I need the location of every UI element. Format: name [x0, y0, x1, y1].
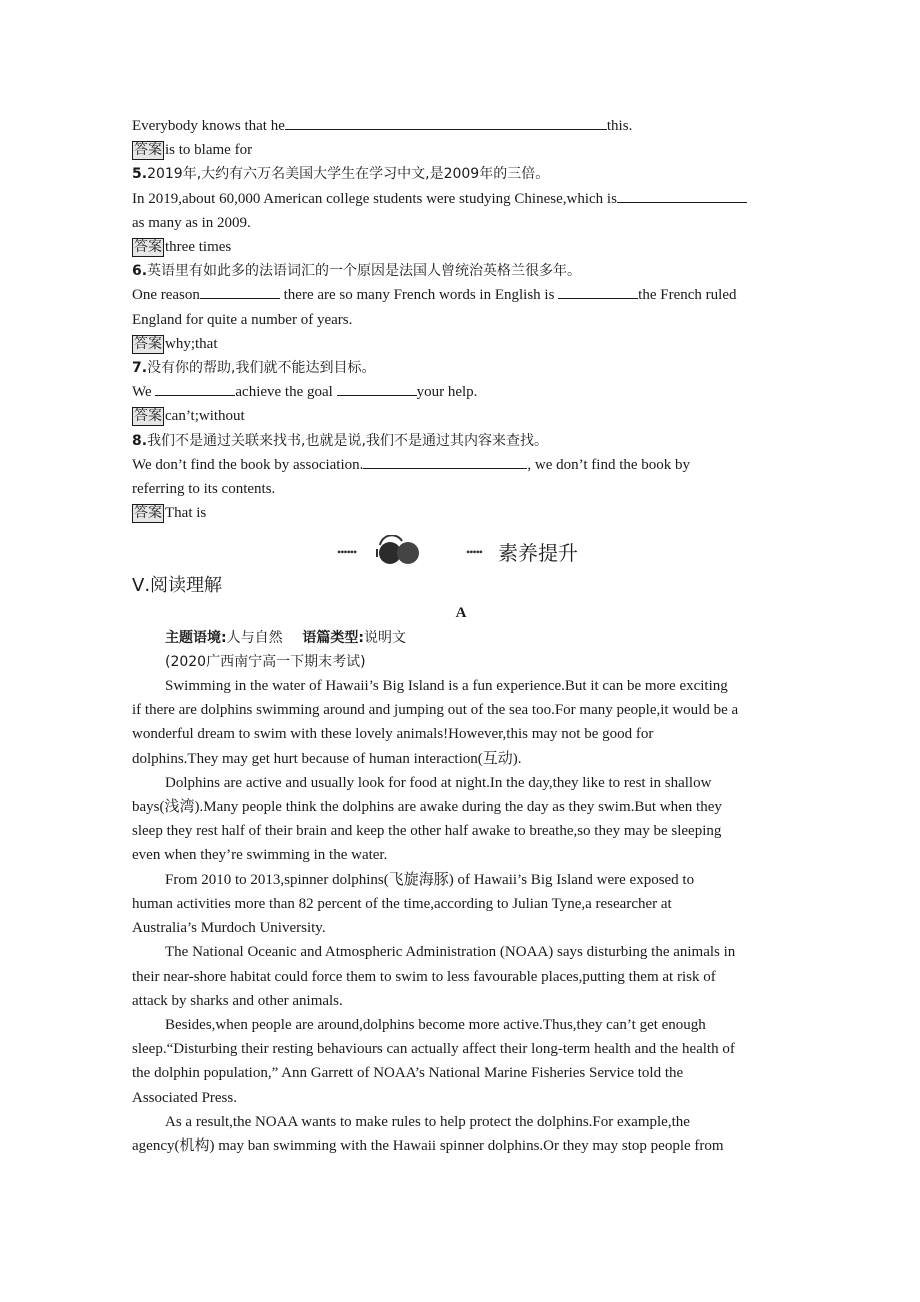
q5-answer: 答案 three times — [134, 239, 232, 256]
q6-answer: 答案 why;that — [134, 335, 218, 352]
passage-line: sleep they rest half of their brain and keep the other half awake to breathe,so they may be sleeping — [132, 823, 722, 840]
passage-line: Dolphins are active and usually look for food at night.In the day,they like to rest in shallow — [165, 774, 712, 791]
passage-line: Australia’s Murdoch University. — [132, 920, 326, 937]
passage-source: (2020广西南宁高一下期末考试) — [165, 653, 366, 670]
answer-label: 答案 — [134, 239, 162, 256]
passage-meta: 主题语境:人与自然 语篇类型:说明文 — [165, 629, 406, 646]
section-title: Ⅴ.阅读理解 — [132, 575, 223, 597]
section-banner — [132, 533, 790, 571]
passage-line: human activities more than 82 percent of the time,according to Julian Tyne,a researcher at — [132, 895, 672, 912]
banner-title: 素养提升 — [498, 541, 578, 566]
q6-prompt: 6.英语里有如此多的法语词汇的一个原因是法国人曾统治英格兰很多年。 — [132, 263, 582, 280]
passage-line: Besides,when people are around,dolphins become more active.Thus,they can’t get enough — [165, 1016, 706, 1033]
passage-line: wonderful dream to swim with these lovely animals!However,this may not be good for — [132, 726, 654, 743]
passage-line: As a result,the NOAA wants to make rules to help protect the dolphins.For example,the — [165, 1113, 690, 1130]
q8-prompt: 8.我们不是通过关联来找书,也就是说,我们不是通过其内容来查找。 — [132, 432, 548, 449]
answer-label: 答案 — [134, 142, 162, 159]
answer-label: 答案 — [134, 408, 162, 425]
q8-sentence-line2: referring to its contents. — [132, 481, 276, 498]
answer-label: 答案 — [134, 505, 162, 522]
passage-line: attack by sharks and other animals. — [132, 992, 343, 1009]
passage-line: the dolphin population,” Ann Garrett of NOAA’s National Marine Fisheries Service told the — [132, 1065, 684, 1082]
banner-dots-right: ••••• — [466, 545, 483, 560]
passage-line: From 2010 to 2013,spinner dolphins(飞旋海豚) of Hawaii’s Big Island were exposed to — [165, 871, 695, 888]
passage-line: even when they’re swimming in the water. — [132, 847, 388, 864]
q8-blank[interactable] — [363, 453, 527, 469]
q5-sentence-line1: In 2019,about 60,000 American college students were studying Chinese,which is — [132, 187, 790, 211]
q7-blank-2[interactable] — [337, 380, 417, 396]
q4-answer: 答案 is to blame for — [134, 142, 253, 159]
passage-line: sleep.“Disturbing their resting behaviours can actually affect their long-term health and the health of — [132, 1041, 735, 1058]
answer-label: 答案 — [134, 335, 162, 352]
passage-body — [132, 674, 790, 1158]
banner-dots-left: •••••• — [337, 545, 357, 560]
passage-label: A — [455, 605, 467, 622]
passage-line: dolphins.They may get hurt because of human interaction(互动). — [132, 750, 522, 767]
passage-line: Swimming in the water of Hawaii’s Big Island is a fun experience.But it can be more exciting — [165, 678, 728, 695]
worksheet-page — [132, 114, 790, 1158]
q5-prompt: 5.2019年,大约有六万名美国大学生在学习中文,是2009年的三倍。 — [132, 166, 550, 183]
q6-blank-2[interactable] — [558, 283, 638, 299]
q5-sentence-line2: as many as in 2009. — [132, 214, 251, 231]
q7-answer: 答案 can’t;without — [134, 408, 245, 425]
passage-line: Associated Press. — [132, 1089, 237, 1106]
passage-line: The National Oceanic and Atmospheric Administration (NOAA) says disturbing the animals in — [165, 944, 736, 961]
q5-blank[interactable] — [617, 187, 747, 203]
passage-line: agency(机构) may ban swimming with the Hawaii spinner dolphins.Or they may stop people from — [132, 1137, 724, 1154]
passage-line: bays(浅湾).Many people think the dolphins are awake during the day as they swim.But when they — [132, 799, 722, 816]
passage-line: if there are dolphins swimming around and jumping out of the sea too.For many people,it would be a — [132, 702, 739, 719]
q6-blank-1[interactable] — [200, 283, 280, 299]
q8-sentence-line1: We don’t find the book by association. , we don’t find the book by — [132, 453, 790, 477]
q8-answer: 答案 That is — [134, 505, 207, 522]
q6-sentence-line1: One reason there are so many French words in English is the French ruled — [132, 283, 790, 307]
q7-sentence: We achieve the goal your help. — [132, 380, 790, 404]
q7-blank-1[interactable] — [155, 380, 235, 396]
q4-blank[interactable] — [285, 114, 607, 130]
q6-sentence-line2: England for quite a number of years. — [132, 311, 353, 328]
passage-line: their near-shore habitat could force them to swim to less favourable places,putting them at risk of — [132, 968, 716, 985]
q4-sentence: Everybody knows that he this. — [132, 114, 790, 138]
q7-prompt: 7.没有你的帮助,我们就不能达到目标。 — [132, 360, 376, 377]
banner-badge-icon — [372, 535, 424, 565]
